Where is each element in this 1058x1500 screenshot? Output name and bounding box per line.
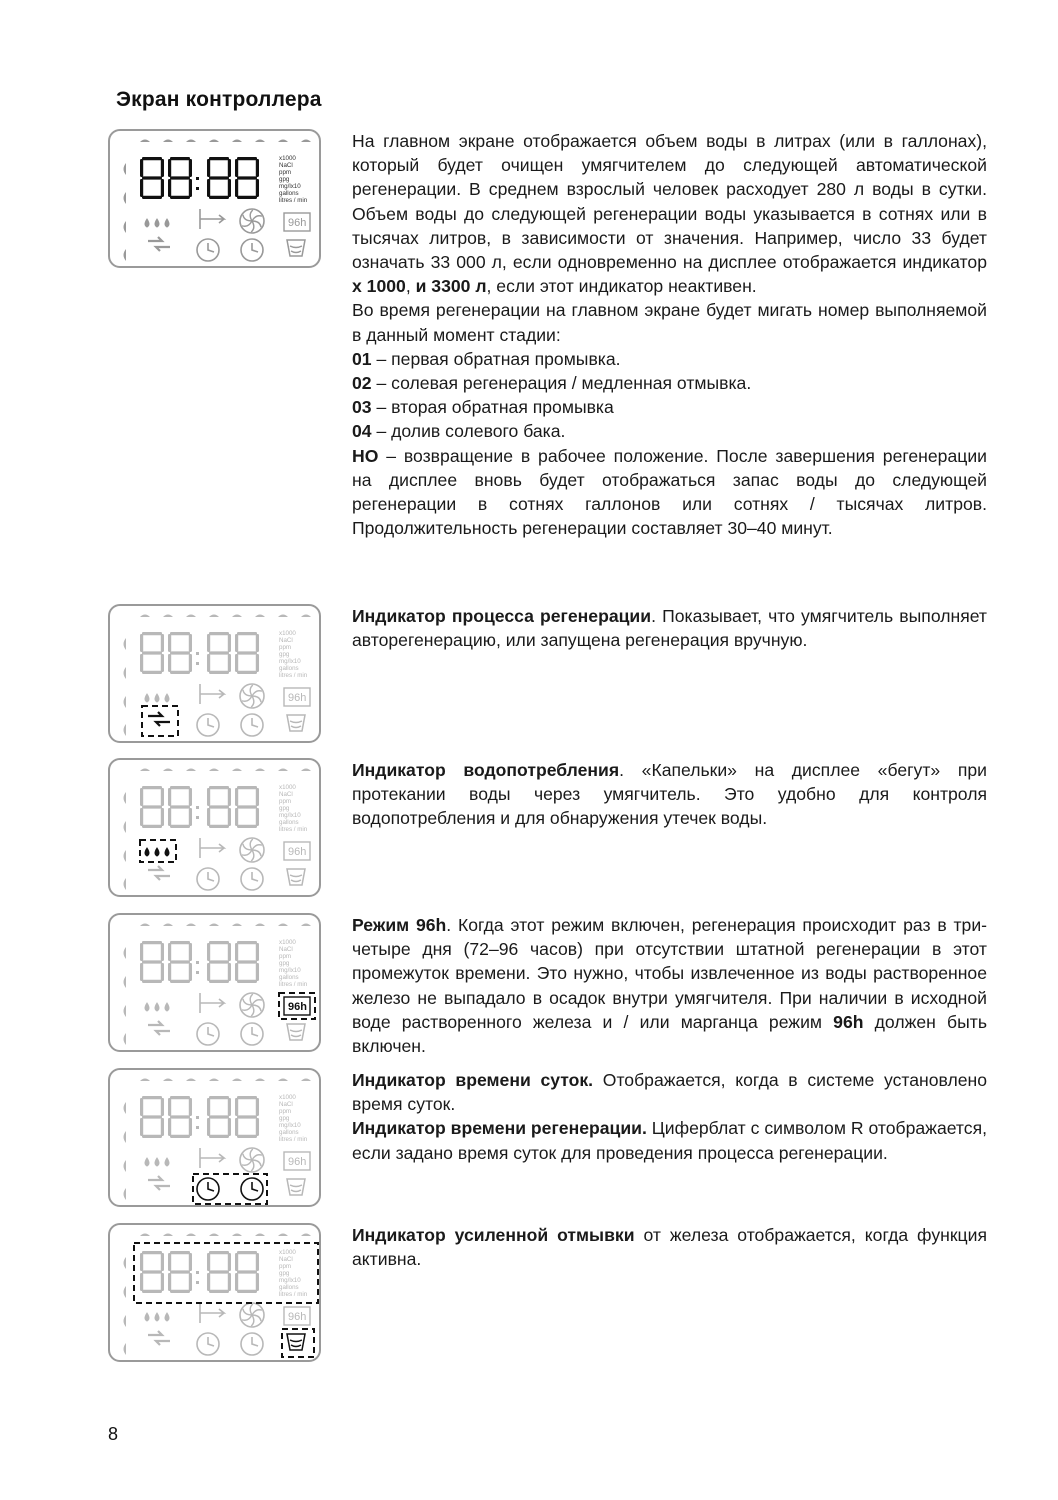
water-drop-icon: [145, 1158, 149, 1166]
controller-display-96h-mode: [108, 913, 321, 1052]
regen-time-clock-icon: [241, 1023, 263, 1045]
unit-label: x1000: [279, 1094, 296, 1101]
unit-label: ppm: [279, 1263, 292, 1270]
unit-label: NaCl: [279, 1256, 293, 1263]
boost-wash-icon: [287, 869, 305, 885]
side-segment: [124, 1188, 127, 1200]
level-segment: [209, 140, 219, 143]
unit-label: ppm: [279, 169, 292, 176]
level-segment: [209, 924, 219, 927]
mode-96h-icon: [284, 1152, 310, 1170]
level-segment: [255, 615, 265, 618]
level-segment: [186, 1079, 196, 1082]
unit-label: x1000: [279, 939, 296, 946]
unit-label: x1000: [279, 784, 296, 791]
turbine-icon: [240, 209, 264, 233]
side-segment: [124, 1005, 127, 1017]
side-segment: [124, 667, 127, 679]
svg-text:96h: 96h: [288, 217, 307, 229]
water-drop-icon: [165, 1003, 169, 1011]
regen-description: Индикатор процесса регенерации. Показывает, что умягчитель выполняет авторегенерацию, или запущена регенерация вручную.: [352, 606, 987, 651]
stage-item: 04 – долив солевого бака.: [352, 421, 566, 442]
unit-label: NaCl: [279, 637, 293, 644]
main-paragraph: На главном экране отображается объем воды в литрах (или в галлонах), который будет очищен умягчителем до следующей автоматической регенерации. В среднем взрослый человек расходует 280 л воды в сутки. Объем воды до следующей регенерации воды указывается в сотнях или в тысячах литров, в зависимости от значения. Например, число 33 будет означать 33 000 л, если одновременно на дисплее отображается индикатор x 1000, и 3300 л, если этот индикатор неактивен.: [352, 131, 987, 297]
display-drawing: [110, 1225, 323, 1364]
side-segment: [124, 1257, 127, 1269]
water-drop-icon: [165, 1313, 169, 1321]
level-segment: [163, 1234, 173, 1237]
level-segment: [278, 924, 288, 927]
mode-96h-icon: [284, 1307, 310, 1325]
water-drop-icon: [155, 848, 159, 856]
unit-label: litres / min: [279, 1136, 308, 1143]
controller-display-time-indicators: [108, 1068, 321, 1207]
level-segment: [209, 769, 219, 772]
level-segment: [255, 924, 265, 927]
level-segment: [301, 140, 311, 143]
unit-label: ppm: [279, 644, 292, 651]
water-drop-icon: [145, 1313, 149, 1321]
level-segment: [301, 1234, 311, 1237]
regen-time-clock-icon: [241, 1333, 263, 1355]
boost-wash-icon: [287, 240, 305, 256]
unit-label: NaCl: [279, 1101, 293, 1108]
time-of-day-clock-icon: [197, 714, 219, 736]
unit-label: mg/lx10: [279, 812, 301, 819]
level-segment: [163, 140, 173, 143]
unit-label: gpg: [279, 960, 290, 967]
level-segment: [301, 615, 311, 618]
boost-wash-icon: [287, 1334, 305, 1350]
service-arrow-icon: [200, 993, 224, 1013]
water-drop-icon: [145, 1003, 149, 1011]
unit-label: mg/lx10: [279, 658, 301, 665]
level-segment: [186, 769, 196, 772]
level-segment: [232, 615, 242, 618]
level-segment: [301, 924, 311, 927]
mode-96h-icon: [284, 213, 310, 231]
unit-label: gpg: [279, 1270, 290, 1277]
level-segment: [278, 1234, 288, 1237]
level-segment: [255, 1079, 265, 1082]
unit-label: litres / min: [279, 981, 308, 988]
unit-label: NaCl: [279, 791, 293, 798]
time-description: Индикатор времени суток. Отображается, когда в системе установлено время суток. Индикатор времени регенерации. Циферблат с символом R отображается, если задано время суток для проведения процесса регенерации.: [352, 1070, 988, 1163]
water-drop-icon: [155, 1313, 159, 1321]
regen-time-clock-icon: [241, 239, 263, 261]
page-title: Экран контроллера: [116, 88, 322, 111]
level-segment: [209, 1079, 219, 1082]
regen-arrows-icon: [148, 712, 170, 726]
unit-label: gpg: [279, 176, 290, 183]
service-arrow-icon: [200, 209, 224, 229]
unit-label: gallons: [279, 1129, 299, 1136]
side-segment: [124, 947, 127, 959]
water-drop-icon: [155, 1158, 159, 1166]
time-of-day-clock-icon: [197, 868, 219, 890]
level-segment: [163, 769, 173, 772]
level-segment: [301, 769, 311, 772]
turbine-icon: [240, 838, 264, 862]
water-drop-icon: [145, 848, 149, 856]
side-segment: [124, 249, 127, 261]
side-segment: [124, 1286, 127, 1298]
controller-display-main: [108, 129, 321, 268]
seven-segment-digits: [140, 157, 259, 199]
side-segment: [124, 1160, 127, 1172]
unit-label: litres / min: [279, 1291, 308, 1298]
time-of-day-clock-icon: [197, 1178, 219, 1200]
turbine-icon: [240, 993, 264, 1017]
unit-label: ppm: [279, 953, 292, 960]
side-segment: [124, 1315, 127, 1327]
regen-arrows-icon: [148, 1176, 170, 1190]
display-drawing: [110, 1070, 323, 1209]
unit-label: mg/lx10: [279, 1277, 301, 1284]
water-drop-icon: [165, 694, 169, 702]
level-segment: [140, 769, 150, 772]
water-drop-icon: [155, 1003, 159, 1011]
display-drawing: [110, 131, 323, 270]
svg-text:96h: 96h: [288, 1001, 307, 1013]
service-arrow-icon: [200, 838, 224, 858]
svg-text:96h: 96h: [288, 692, 307, 704]
level-segment: [232, 140, 242, 143]
level-segment: [255, 1234, 265, 1237]
stage-item: 01 – первая обратная промывка.: [352, 348, 621, 369]
regen-time-clock-icon: [241, 714, 263, 736]
page-number: 8: [108, 1424, 119, 1444]
time-of-day-clock-icon: [197, 239, 219, 261]
side-segment: [124, 1102, 127, 1114]
side-segment: [124, 878, 127, 890]
side-segment: [124, 850, 127, 862]
water-drop-icon: [155, 694, 159, 702]
boost-wash-icon: [287, 1024, 305, 1040]
side-segment: [124, 792, 127, 804]
unit-label: gpg: [279, 651, 290, 658]
time-of-day-clock-icon: [197, 1333, 219, 1355]
regen-arrows-icon: [148, 237, 170, 251]
level-segment: [140, 924, 150, 927]
mode-96h-icon: [284, 842, 310, 860]
water-drop-icon: [165, 848, 169, 856]
level-segment: [278, 140, 288, 143]
level-segment: [301, 1079, 311, 1082]
side-segment: [124, 821, 127, 833]
unit-label: gpg: [279, 805, 290, 812]
unit-label: NaCl: [279, 946, 293, 953]
level-segment: [140, 1079, 150, 1082]
time-of-day-clock-icon: [197, 1023, 219, 1045]
side-segment: [124, 163, 127, 175]
level-segment: [163, 924, 173, 927]
unit-label: ppm: [279, 798, 292, 805]
highlight-frame: [282, 1329, 314, 1357]
turbine-icon: [240, 1148, 264, 1172]
unit-label: x1000: [279, 630, 296, 637]
unit-label: gallons: [279, 1284, 299, 1291]
svg-text:96h: 96h: [288, 1156, 307, 1168]
service-arrow-icon: [200, 1303, 224, 1323]
side-segment: [124, 1033, 127, 1045]
unit-label: x1000: [279, 155, 296, 162]
unit-label: litres / min: [279, 672, 308, 679]
water-drop-icon: [165, 219, 169, 227]
stage-item: НО – возвращение в рабочее положение. После завершения регенерации на дисплее вновь будет отображаться запас воды до следующей регенерации в сотнях галлонов или сотнях / тысячах литров. Продолжительность регенерации составляет 30–40 минут.: [352, 445, 987, 539]
stage-intro: Во время регенерации на главном экране будет мигать номер выполняемой в данный момент стадии:: [352, 300, 987, 345]
unit-label: gpg: [279, 1115, 290, 1122]
side-segment: [124, 192, 127, 204]
stage-item: 03 – вторая обратная промывка: [352, 397, 614, 418]
level-segment: [232, 1079, 242, 1082]
seven-segment-digits: [140, 941, 259, 983]
level-segment: [163, 1079, 173, 1082]
controller-display-boost-indicator: [108, 1223, 321, 1362]
level-segment: [232, 769, 242, 772]
svg-text:96h: 96h: [288, 846, 307, 858]
water-drop-icon: [165, 1158, 169, 1166]
level-segment: [163, 615, 173, 618]
level-segment: [209, 615, 219, 618]
level-segment: [140, 615, 150, 618]
seven-segment-digits: [140, 1251, 259, 1293]
display-drawing: [110, 915, 323, 1054]
level-segment: [255, 769, 265, 772]
regen-time-clock-icon: [241, 1178, 263, 1200]
turbine-icon: [240, 1303, 264, 1327]
seven-segment-digits: [140, 786, 259, 828]
stage-item: 02 – солевая регенерация / медленная отмывка.: [352, 373, 752, 394]
regen-time-clock-icon: [241, 868, 263, 890]
level-segment: [186, 924, 196, 927]
side-segment: [124, 976, 127, 988]
boost-description: Индикатор усиленной отмывки от железа отображается, когда функция активна.: [352, 1225, 987, 1270]
level-segment: [209, 1234, 219, 1237]
mode96-description: Режим 96h. Когда этот режим включен, регенерация происходит раз в три-четыре дня (72–96 часов) при отсутствии штатной регенерации в этот промежуток времени. Это нужно, чтобы извлеченное из воды растворенное железо не выпадало в осадок внутри умягчителя. При наличии в исходной воде растворенного железа и / или марганца режим 96h должен быть включен.: [352, 915, 988, 1057]
svg-text:96h: 96h: [288, 1311, 307, 1323]
level-segment: [255, 140, 265, 143]
unit-label: mg/lx10: [279, 1122, 301, 1129]
unit-label: mg/lx10: [279, 967, 301, 974]
side-segment: [124, 638, 127, 650]
seven-segment-digits: [140, 632, 259, 674]
seven-segment-digits: [140, 1096, 259, 1138]
level-segment: [186, 615, 196, 618]
level-segment: [186, 140, 196, 143]
water-drop-icon: [155, 219, 159, 227]
turbine-icon: [240, 684, 264, 708]
side-segment: [124, 1343, 127, 1355]
boost-wash-icon: [287, 1179, 305, 1195]
mode-96h-icon: [284, 997, 310, 1015]
level-segment: [278, 1079, 288, 1082]
unit-label: litres / min: [279, 197, 308, 204]
controller-display-regen-indicator: [108, 604, 321, 743]
service-arrow-icon: [200, 1148, 224, 1168]
side-segment: [124, 221, 127, 233]
controller-display-water-indicator: [108, 758, 321, 897]
water-drop-icon: [145, 219, 149, 227]
unit-label: NaCl: [279, 162, 293, 169]
level-segment: [140, 140, 150, 143]
level-segment: [278, 615, 288, 618]
unit-label: litres / min: [279, 826, 308, 833]
service-arrow-icon: [200, 684, 224, 704]
display-drawing: [110, 760, 323, 899]
main-description: [352, 129, 987, 540]
level-segment: [232, 1234, 242, 1237]
level-segment: [278, 769, 288, 772]
level-segment: [186, 1234, 196, 1237]
mode-96h-icon: [284, 688, 310, 706]
side-segment: [124, 696, 127, 708]
regen-arrows-icon: [148, 866, 170, 880]
level-segment: [232, 924, 242, 927]
regen-arrows-icon: [148, 1331, 170, 1345]
unit-label: gallons: [279, 974, 299, 981]
side-segment: [124, 724, 127, 736]
level-segment: [140, 1234, 150, 1237]
regen-arrows-icon: [148, 1021, 170, 1035]
unit-label: x1000: [279, 1249, 296, 1256]
unit-label: gallons: [279, 665, 299, 672]
water-description: Индикатор водопотребления. «Капельки» на дисплее «бегут» при протекании воды через умягчитель. Это удобно для контроля водопотребления и для обнаружения утечек воды.: [352, 760, 987, 829]
unit-label: ppm: [279, 1108, 292, 1115]
unit-label: gallons: [279, 190, 299, 197]
display-drawing: [110, 606, 323, 745]
unit-label: gallons: [279, 819, 299, 826]
water-drop-icon: [145, 694, 149, 702]
unit-label: mg/lx10: [279, 183, 301, 190]
side-segment: [124, 1131, 127, 1143]
boost-wash-icon: [287, 715, 305, 731]
